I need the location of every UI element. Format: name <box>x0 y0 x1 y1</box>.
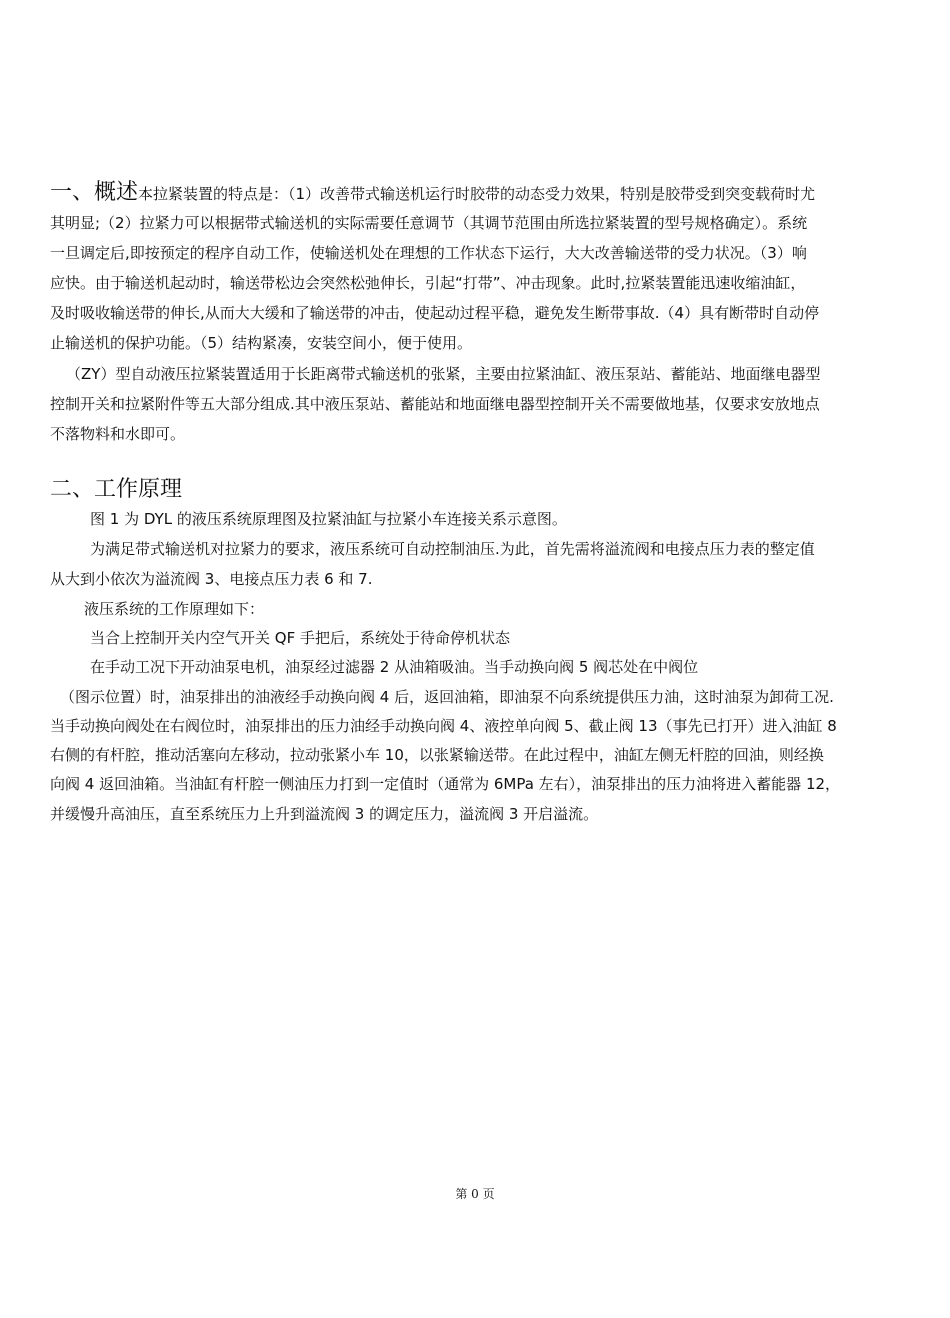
section1-line: 控制开关和拉紧附件等五大部分组成.其中液压泵站、蓄能站和地面继电器型控制开关不需要做地基，仅要求安放地点 <box>50 395 820 413</box>
section2-line: 从大到小依次为溢流阀 3、电接点压力表 6 和 7. <box>50 570 373 588</box>
section1-heading: 一、概述 <box>50 180 139 205</box>
section1-line: 及时吸收输送带的伸长,从而大大缓和了输送带的冲击，使起动过程平稳，避免发生断带事故.（4）具有断带时自动停 <box>50 304 820 322</box>
section1-line: 不落物料和水即可。 <box>50 425 186 443</box>
section2-line: 当合上控制开关内空气开关 QF 手把后，系统处于待命停机状态 <box>90 629 510 647</box>
section1-line: 一旦调定后,即按预定的程序自动工作，使输送机处在理想的工作状态下运行，大大改善输送带的受力状况。（3）响 <box>50 244 807 262</box>
section2-line: 为满足带式输送机对拉紧力的要求，液压系统可自动控制油压.为此，首先需将溢流阀和电接点压力表的整定值 <box>90 540 815 558</box>
section1-line: 其明显;（2）拉紧力可以根据带式输送机的实际需要任意调节（其调节范围由所选拉紧装置的型号规格确定）。系统 <box>50 214 808 232</box>
section2-line: 液压系统的工作原理如下： <box>84 600 265 618</box>
section2-line: 在手动工况下开动油泵电机，油泵经过滤器 2 从油箱吸油。当手动换向阀 5 阀芯处在中阀位 <box>90 658 699 676</box>
section2-line: 当手动换向阀处在右阀位时，油泵排出的压力油经手动换向阀 4、液控单向阀 5、截止阀 13（事先已打开）进入油缸 8 <box>50 717 837 735</box>
section1-first-line <box>50 180 912 207</box>
section1-line: 止输送机的保护功能。（5）结构紧凑，安装空间小，便于使用。 <box>50 334 473 352</box>
section2-line: 并缓慢升高油压，直至系统压力上升到溢流阀 3 的调定压力，溢流阀 3 开启溢流。 <box>50 805 599 823</box>
section1-line: （ZY）型自动液压拉紧装置适用于长距离带式输送机的张紧，主要由拉紧油缸、液压泵站、蓄能站、地面继电器型 <box>66 365 821 383</box>
section1-line: 应快。由于输送机起动时，输送带松边会突然松弛伸长，引起“打带”、冲击现象。此时,拉紧装置能迅速收缩油缸， <box>50 274 806 292</box>
page-number: 第 0 页 <box>455 1187 495 1201</box>
section2-line: 向阀 4 返回油箱。当油缸有杆腔一侧油压力打到一定值时（通常为 6MPa 左右），油泵排出的压力油将进入蓄能器 12， <box>50 775 841 793</box>
section1-line: 本拉紧装置的特点是：（1）改善带式输送机运行时胶带的动态受力效果，特别是胶带受到突变载荷时尤 <box>138 185 816 203</box>
section2-heading: 二、工作原理 <box>50 477 183 502</box>
section2-line: 图 1 为 DYL 的液压系统原理图及拉紧油缸与拉紧小车连接关系示意图。 <box>90 510 567 528</box>
section2-line: 右侧的有杆腔，推动活塞向左移动，拉动张紧小车 10，以张紧输送带。在此过程中，油缸左侧无杆腔的回油，则经换 <box>50 746 824 764</box>
section2-line: （图示位置）时，油泵排出的油液经手动换向阀 4 后，返回油箱，即油泵不向系统提供压力油，这时油泵为卸荷工况. <box>60 688 834 706</box>
